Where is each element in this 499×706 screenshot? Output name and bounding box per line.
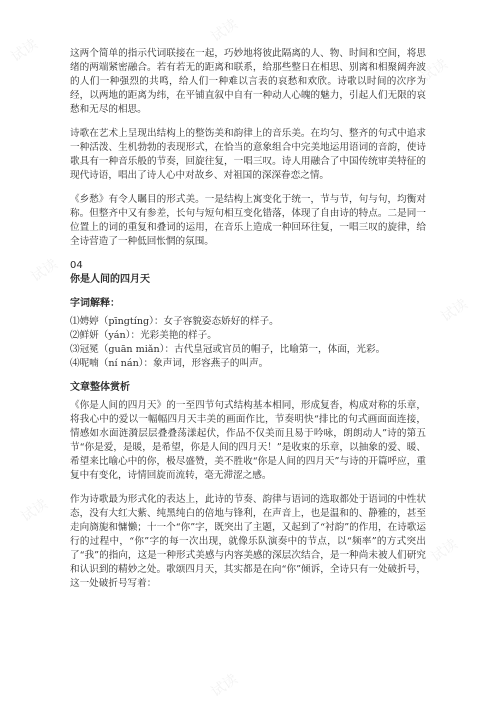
watermark: 试读 [8, 36, 41, 66]
watermark: 试读 [208, 16, 241, 46]
paragraph: 《乡愁》有令人瞩目的形式美。一是结构上寓变化于统一，节与节，句与句，均衡对称。但整齐中又有参差，长句与短句相互变化错落，体现了自由诗的特点。二是同一位置上的词的重复和叠词的运用，在音乐上造成一种回环往复，一唱三叹的旋律，给全诗营造了一种低回怅惘的氛围。 [70, 194, 426, 247]
watermark: 试读 [438, 296, 471, 326]
glossary-item: ⑷呢喃（ní nán）：象声词，形容燕子的叫声。 [70, 358, 269, 369]
section-number: 04 [70, 260, 83, 271]
glossary-item: ⑴娉婷（pīngtíng）：女子容貌姿态娇好的样子。 [70, 316, 279, 327]
watermark: 试读 [418, 56, 451, 86]
watermark: 试读 [208, 671, 241, 701]
glossary-list [70, 315, 426, 371]
paragraph: 这两个简单的指示代词联接在一起，巧妙地将彼此隔离的人、物、时间和空间，将思绪的两端紧密融合。若有若无的距离和联系，给那些整日在相思、别离和相聚阔奔波的人们一种强烈的共鸣，给人们一种难以言表的哀愁和欢欣。诗歌以时间的次序为经，以两地的距离为纬，在平铺直叙中自有一种动人心魄的魅力，引起人们无限的哀愁和无尽的相思。 [70, 48, 426, 115]
glossary-item: ⑵鲜妍（yán）：光彩美艳的样子。 [70, 330, 217, 341]
watermark: 试读 [28, 256, 61, 286]
watermark: 试读 [428, 536, 461, 566]
watermark: 试读 [18, 496, 51, 526]
glossary-item: ⑶冠冕（guān miǎn）：古代皇冠或官员的帽子，比喻第一，体面，光彩。 [70, 344, 386, 355]
appreciation-heading: 文章整体赏析 [70, 382, 130, 393]
document-body [70, 47, 426, 591]
paragraph: 诗歌在艺术上呈现出结构上的整饬美和韵律上的音乐美。在均匀、整齐的句式中追求一种活泼、生机勃勃的表现形式，在恰当的意象组合中完美地运用语词的音韵，使诗歌具有一种音乐般的节奏，回旋往复，一唱三叹。诗人用融合了中国传统审美特征的现代诗语，唱出了诗人心中对故乡、对祖国的深深眷恋之情。 [70, 128, 426, 181]
glossary-heading: 字词解释： [70, 298, 120, 309]
paragraph: 《你是人间的四月天》的一至四节句式结构基本相同，形成复沓，构成对称的乐章，将我心中的爱以一幅幅四月天丰美的画面作比，节奏明快“排比的句式画面面连接，情感如水面涟漪层层叠叠荡漾起伏，作品不仅美而且易于吟咏，朗朗动人”诗的第五节“你是爱，是暖，是希望，你是人间的四月天！”是收束的乐章，以抽象的爱、暖、希望来比喻心中的你，极尽盛赞，美不胜收“你是人间的四月天”与诗的开篇呼应，重复中有变化，诗情回旋而流转，毫无滞涩之感。 [70, 400, 426, 481]
paragraph: 作为诗歌最为形式化的表达上，此诗的节奏、韵律与语词的选取都处于语词的中性状态，没有大红大紫、纯黑纯白的倍地与锋利，在声音上，也是温和的、静雅的，甚至走向旖旎和慵懒；十一个“你”字，既突出了主题，又起到了“衬韵”的作用，在诗歌运行的过程中，“你”字的每一次出现，就像乐队演奏中的节点，以“频率”的方式突出了“我”的指向，这是一种形式美感与内容美感的深层次结合，是一种尚未被人们研究和认识到的精妙之处。歌颂四月天，其实都是在向“你”倾诉，全诗只有一处破折号，这一处破折号写着： [70, 494, 426, 589]
section-title: 你是人间的四月天 [70, 274, 150, 285]
